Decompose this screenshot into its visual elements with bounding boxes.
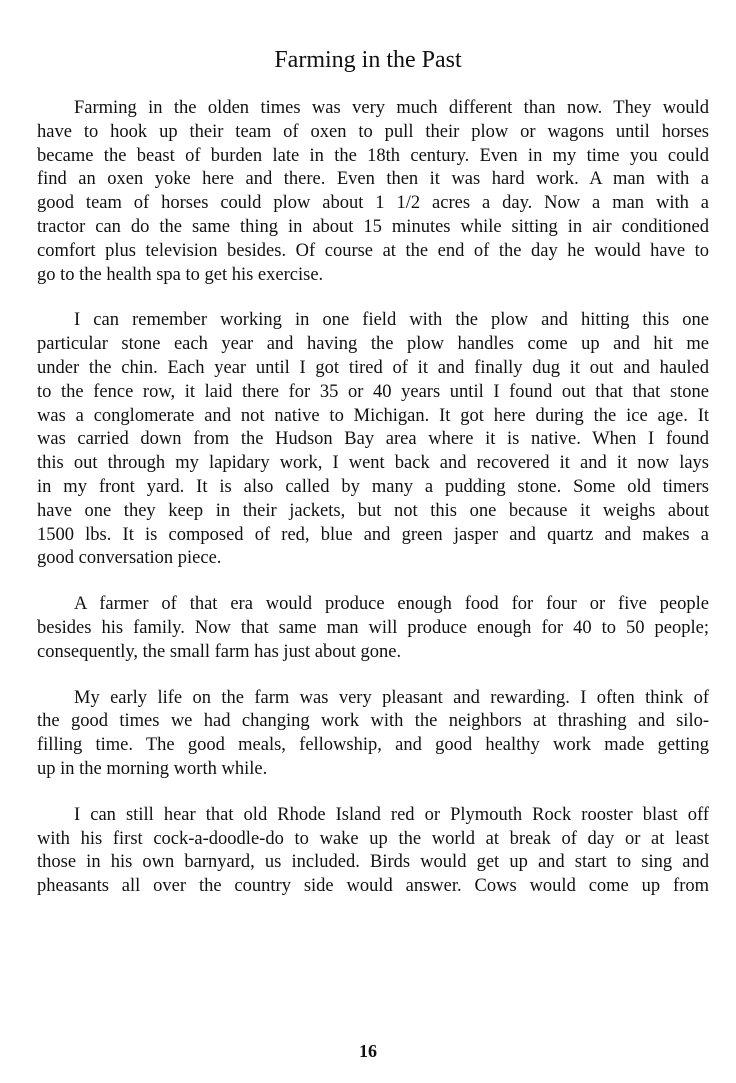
paragraph-line: this out through my lapidary work, I went back and recovered it and it now lays <box>37 453 709 474</box>
paragraph-line: with his first cock-a-doodle-do to wake up the world at break of day or at least <box>37 828 709 849</box>
paragraph-line: besides his family. Now that same man will produce enough for 40 to 50 people; <box>37 617 709 638</box>
paragraph-line: have one they keep in their jackets, but not this one because it weighs about <box>37 500 709 521</box>
paragraph-line: to the fence row, it laid there for 35 or 40 years until I found out that that stone <box>37 381 709 402</box>
paragraph-line: go to the health spa to get his exercise. <box>37 264 324 285</box>
paragraph-line: was a conglomerate and not native to Michigan. It got here during the ice age. It <box>37 405 709 426</box>
paragraph-line: up in the morning worth while. <box>37 758 268 779</box>
paragraph-line: good conversation piece. <box>37 548 222 569</box>
body-text <box>37 97 709 921</box>
paragraph-line: the good times we had changing work with the neighbors at thrashing and silo- <box>37 711 709 732</box>
paragraph-line: good team of horses could plow about 1 1/2 acres a day. Now a man with a <box>37 193 709 214</box>
paragraph-5 <box>37 804 709 899</box>
paragraph-line: My early life on the farm was very pleasant and rewarding. I often think of <box>74 687 709 708</box>
paragraph-3 <box>37 593 709 664</box>
paragraph-line: Farming in the olden times was very much different than now. They would <box>74 98 709 118</box>
paragraph-line: 1500 lbs. It is composed of red, blue and green jasper and quartz and makes a <box>37 524 709 545</box>
paragraph-line: find an oxen yoke here and there. Even then it was hard work. A man with a <box>37 169 709 190</box>
paragraph-line: was carried down from the Hudson Bay area where it is native. When I found <box>37 429 709 450</box>
paragraph-line: I can remember working in one field with the plow and hitting this one <box>74 310 709 331</box>
paragraph-1 <box>37 97 709 287</box>
paragraph-line: in my front yard. It is also called by many a pudding stone. Some old timers <box>37 476 709 497</box>
paragraph-line: comfort plus television besides. Of course at the end of the day he would have to <box>37 240 709 261</box>
paragraph-line: A farmer of that era would produce enough food for four or five people <box>74 594 709 615</box>
paragraph-2 <box>37 309 709 571</box>
paragraph-line: consequently, the small farm has just about gone. <box>37 641 402 662</box>
paragraph-line: tractor can do the same thing in about 15 minutes while sitting in air conditioned <box>37 216 709 237</box>
paragraph-line: filling time. The good meals, fellowship, and good healthy work made getting <box>37 735 709 756</box>
paragraph-line: under the chin. Each year until I got tired of it and finally dug it out and hauled <box>37 357 709 378</box>
page-number: 16 <box>359 1041 377 1061</box>
paragraph-4 <box>37 687 709 782</box>
paragraph-line: those in his own barnyard, us included. Birds would get up and start to sing and <box>37 852 709 873</box>
paragraph-line: particular stone each year and having the plow handles come up and hit me <box>37 334 709 355</box>
paragraph-line: I can still hear that old Rhode Island red or Plymouth Rock rooster blast off <box>74 804 709 825</box>
paragraph-line: pheasants all over the country side would answer. Cows would come up from <box>37 876 709 897</box>
paragraph-line: have to hook up their team of oxen to pull their plow or wagons until horses <box>37 121 709 142</box>
paragraph-line: became the beast of burden late in the 18th century. Even in my time you could <box>37 145 709 166</box>
page-title: Farming in the Past <box>274 47 462 73</box>
